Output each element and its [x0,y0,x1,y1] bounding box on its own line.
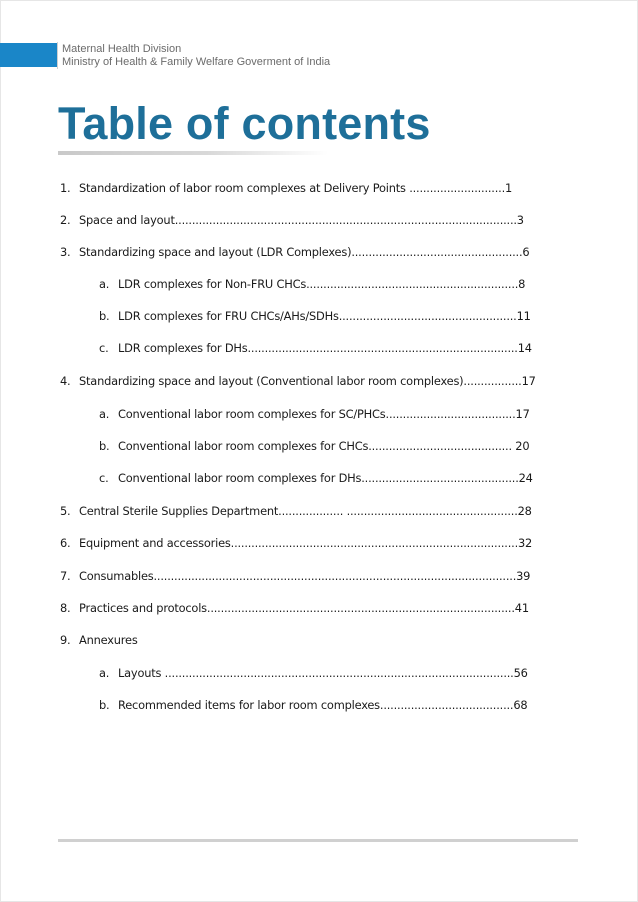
toc-text: LDR complexes for FRU CHCs/AHs/SDHs....................................................11 [118,309,531,323]
toc-number: 1. [60,181,71,195]
toc-number: b. [99,698,110,712]
toc-text: Equipment and accessories....................................................................................32 [79,536,533,550]
toc-entry-4a[interactable] [99,406,530,422]
header-division: Maternal Health Division [62,43,182,55]
toc-number: a. [99,666,110,680]
toc-text: Standardizing space and layout (LDR Complexes)..................................................6 [79,245,530,259]
toc-entry-4c[interactable] [99,470,533,486]
toc-text: Space and layout....................................................................................................3 [79,213,524,227]
toc-number: 3. [60,245,71,259]
toc-number: a. [99,407,110,421]
toc-text: Conventional labor room complexes for DHs..............................................24 [118,471,533,485]
toc-number: 2. [60,213,71,227]
toc-text: Central Sterile Supplies Department................... ..................................................28 [79,504,532,518]
toc-entry-9a[interactable] [99,665,528,681]
toc-entry-9[interactable] [60,632,138,648]
toc-number: a. [99,277,110,291]
toc-number: c. [99,341,109,355]
toc-number: c. [99,471,109,485]
toc-text: Annexures [79,633,138,647]
toc-entry-3a[interactable] [99,276,525,292]
toc-text: Standardization of labor room complexes at Delivery Points ............................1 [79,181,513,195]
toc-number: b. [99,309,110,323]
toc-text: Recommended items for labor room complexes.......................................68 [118,698,528,712]
toc-entry-2[interactable] [60,212,524,228]
toc-number: 5. [60,504,71,518]
toc-entry-3c[interactable] [99,340,532,356]
toc-text: Standardizing space and layout (Conventional labor room complexes).................17 [79,374,536,388]
toc-text: Conventional labor room complexes for CHCs.......................................... 20 [118,439,530,453]
header-divider [57,42,58,69]
toc-entry-5[interactable] [60,503,532,519]
toc-entry-6[interactable] [60,535,532,551]
toc-number: 7. [60,569,71,583]
title-underline [58,151,328,155]
toc-entry-1[interactable] [60,180,512,196]
toc-text: LDR complexes for Non-FRU CHCs..............................................................8 [118,277,526,291]
toc-entry-3b[interactable] [99,308,531,324]
page-title: Table of contents [58,98,431,149]
toc-text: Conventional labor room complexes for SC/PHCs......................................17 [118,407,530,421]
toc-entry-4[interactable] [60,373,536,389]
toc-text: Consumables..........................................................................................................39 [79,569,531,583]
header-ministry: Ministry of Health & Family Welfare Goverment of India [62,56,331,68]
toc-entry-8[interactable] [60,600,529,616]
toc-text: LDR complexes for DHs...............................................................................14 [118,341,532,355]
toc-number: 4. [60,374,71,388]
toc-number: b. [99,439,110,453]
header-organization [62,43,330,69]
toc-text: Practices and protocols..........................................................................................41 [79,601,529,615]
footer-rule [58,839,578,842]
header-accent-bar [0,43,57,67]
toc-entry-7[interactable] [60,568,530,584]
toc-text: Layouts ......................................................................................................56 [118,666,528,680]
toc-entry-3[interactable] [60,244,529,260]
toc-number: 9. [60,633,71,647]
toc-number: 6. [60,536,71,550]
toc-entry-9b[interactable] [99,697,527,713]
toc-entry-4b[interactable] [99,438,529,454]
toc-number: 8. [60,601,71,615]
